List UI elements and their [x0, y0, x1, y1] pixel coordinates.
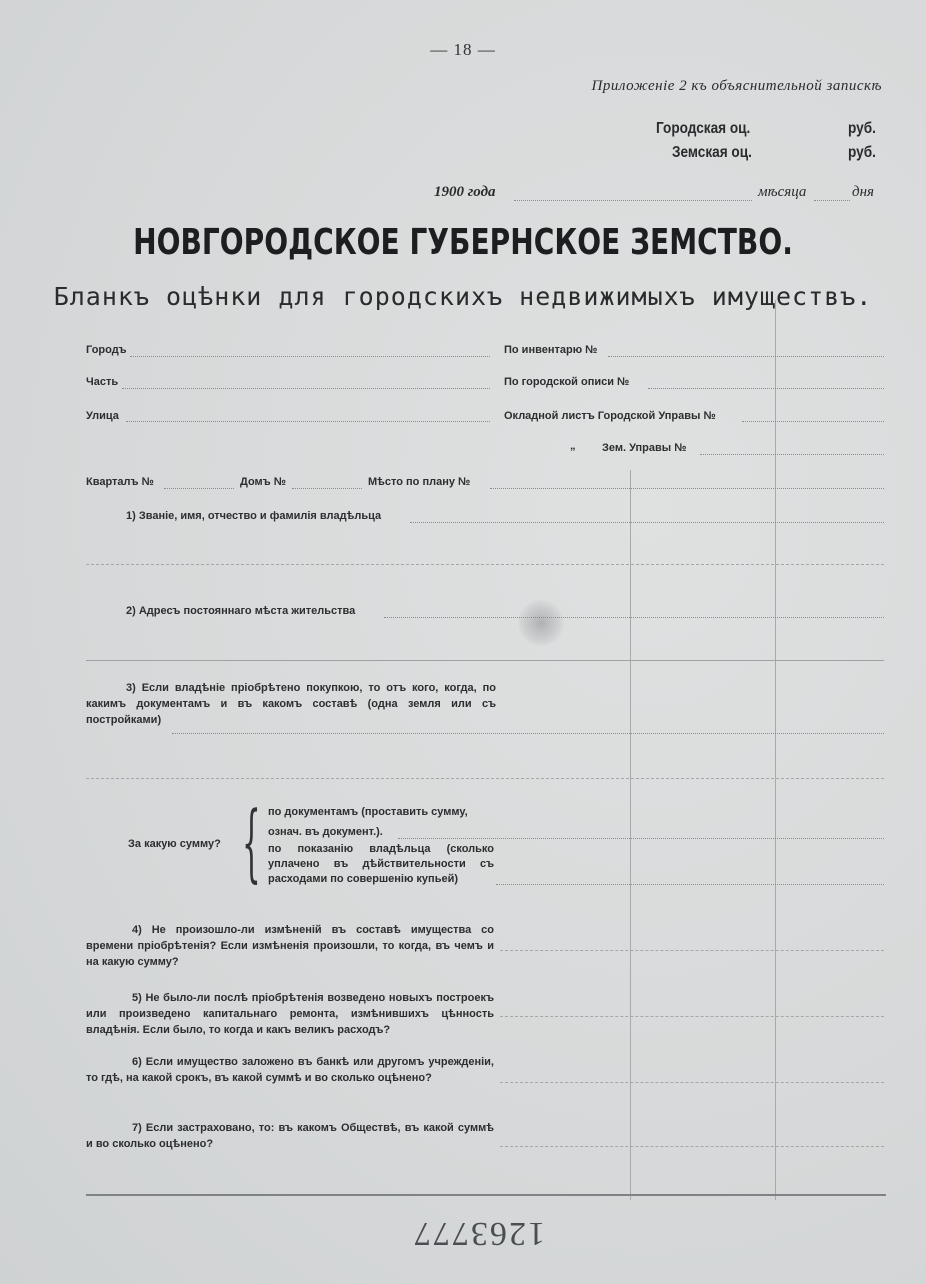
house-label: Домъ №	[240, 476, 287, 488]
purchase-field[interactable]	[172, 733, 884, 734]
column-line	[630, 470, 631, 1200]
month-label: мѣсяца	[758, 184, 807, 200]
owner-field[interactable]	[410, 522, 884, 523]
city-label: Городъ	[86, 344, 127, 356]
city-field[interactable]	[130, 356, 490, 357]
answer-line[interactable]	[500, 1146, 884, 1147]
question-5: 5) Не было-ли послѣ прiобрѣтенiя возведено новыхъ построекъ или произведено капитальнаго ремонта, измѣнившихъ цѣнность владѣнiя. Если было, то когда и какъ великъ расходъ?	[86, 992, 494, 1036]
quarter-field[interactable]	[164, 488, 234, 489]
address-field[interactable]	[384, 617, 884, 618]
day-label: дня	[852, 184, 875, 200]
document-subtitle: Бланкъ оцѣнки для городскихъ недвижимыхъ имуществъ.	[53, 282, 873, 311]
answer-line[interactable]	[500, 1082, 884, 1083]
page-number: — 18 —	[430, 40, 496, 59]
address-field-line[interactable]	[86, 660, 884, 661]
brace-icon: {	[242, 793, 261, 891]
question-7: 7) Если застраховано, то: въ какомъ Обществѣ, въ какой суммѣ и во сколько оцѣнено?	[86, 1122, 494, 1150]
sum-by-documents-line1: по документамъ (проставить сумму,	[268, 806, 468, 818]
city-estimate-label: Городская оц.	[656, 120, 751, 137]
question-1: 1) Званiе, имя, отчество и фамилiя владѣльца	[126, 510, 382, 522]
salary-sheet-label: Окладной листъ Городской Управы №	[504, 410, 716, 422]
month-field[interactable]	[514, 200, 752, 201]
zemstvo-estimate-unit: руб.	[848, 144, 876, 161]
sum-label: За какую сумму?	[128, 838, 221, 850]
question-3: 3) Если владѣнiе прiобрѣтено покупкою, то отъ кого, когда, по какимъ документамъ и въ какомъ составѣ (одна земля или съ постройками)	[86, 682, 496, 726]
inventory-field[interactable]	[608, 356, 884, 357]
question-4: 4) Не произошло-ли измѣненiй въ составѣ имущества со времени прiобрѣтенiя? Если измѣненiя произошли, то когда, въ чемъ и на какую сумму?	[86, 924, 494, 968]
question-6: 6) Если имущество заложено въ банкѣ или другомъ учрежденiи, то гдѣ, на какой срокъ, въ какой суммѣ и во сколько оцѣнено?	[86, 1056, 494, 1084]
sum-by-documents-line2: означ. въ документ.).	[268, 826, 383, 838]
ink-smudge	[518, 600, 564, 646]
inventory-label: По инвентарю №	[504, 344, 598, 356]
year-label: 1900 года	[434, 184, 496, 200]
plan-field[interactable]	[490, 488, 884, 489]
bottom-rule	[86, 1194, 886, 1196]
document-title: НОВГОРОДСКОЕ ГУБЕРНСКОЕ ЗЕМСТВО.	[133, 222, 793, 263]
part-label: Часть	[86, 376, 119, 388]
quarter-label: Кварталъ №	[86, 476, 154, 488]
appendix-note: Приложенiе 2 къ объяснительной запискѣ	[591, 78, 882, 94]
sum-by-documents-field[interactable]	[398, 838, 884, 839]
owner-field-line[interactable]	[86, 564, 884, 565]
zem-ditto-mark: „	[570, 440, 576, 452]
city-estimate-unit: руб.	[848, 120, 876, 137]
plan-label: Мѣсто по плану №	[368, 476, 471, 488]
zem-board-field[interactable]	[700, 454, 884, 455]
sum-by-owner-field[interactable]	[496, 884, 884, 885]
street-label: Улица	[86, 410, 119, 422]
purchase-field-line[interactable]	[86, 778, 884, 779]
sum-by-owner: по показанiю владѣльца (сколько уплачено въ дѣйствительности съ расходами по совершенiю купьей)	[268, 843, 494, 885]
part-field[interactable]	[122, 388, 490, 389]
answer-line[interactable]	[500, 1016, 884, 1017]
zemstvo-estimate-label: Земская оц.	[672, 144, 752, 161]
stamp-number: 1263777	[412, 1215, 545, 1252]
answer-line[interactable]	[500, 950, 884, 951]
house-field[interactable]	[292, 488, 362, 489]
city-list-field[interactable]	[648, 388, 884, 389]
column-line	[775, 300, 776, 1200]
question-2: 2) Адресъ постояннаго мѣста жительства	[126, 605, 356, 617]
zem-board-label: Зем. Управы №	[602, 442, 687, 454]
day-field[interactable]	[814, 200, 850, 201]
street-field[interactable]	[126, 421, 490, 422]
city-list-label: По городской описи №	[504, 376, 630, 388]
salary-sheet-field[interactable]	[742, 421, 884, 422]
